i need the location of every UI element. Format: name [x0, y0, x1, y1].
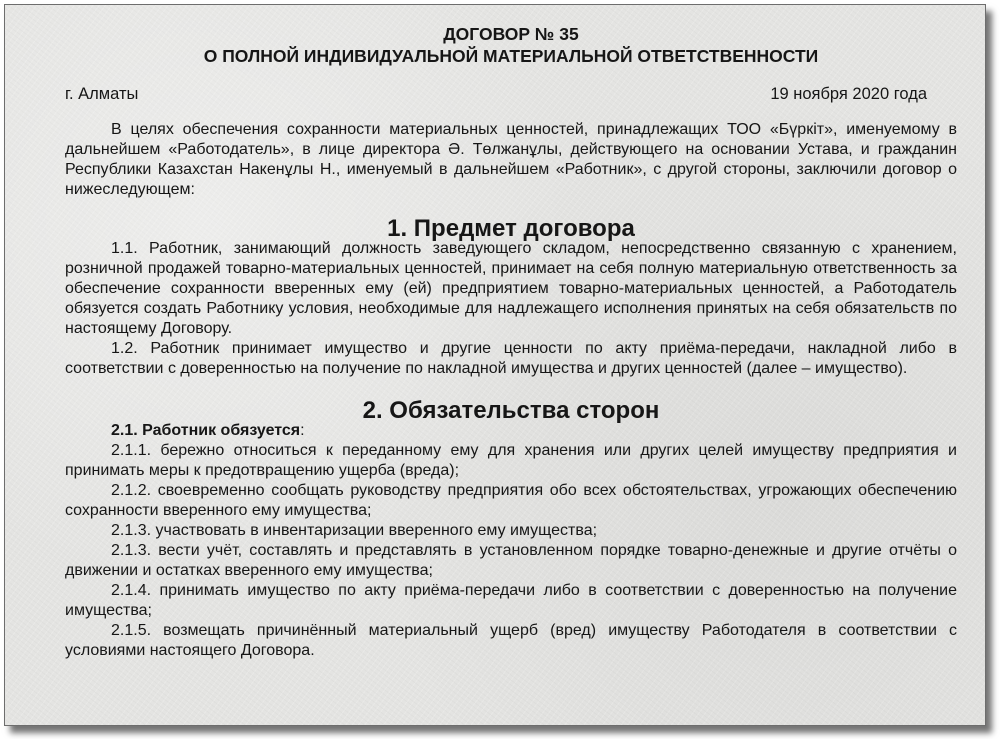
clause-2-1-heading: [65, 421, 957, 441]
document-title-line2: О ПОЛНОЙ ИНДИВИДУАЛЬНОЙ МАТЕРИАЛЬНОЙ ОТВЕТСТВЕННОСТИ: [203, 46, 819, 66]
clause-2-1-colon: :: [300, 422, 305, 439]
clause-2-1-3a: 2.1.3. участвовать в инвентаризации вверенного ему имущества;: [111, 522, 598, 539]
section-2-title: 2. Обязательства сторон: [362, 397, 660, 424]
clause-2-1-2: 2.1.2. своевременно сообщать руководству предприятия обо всех обстоятельствах, угрожающих обеспечению сохранности вверенного ему имущества;: [65, 482, 957, 519]
document-page: [4, 4, 986, 726]
document-date: 19 ноября 2020 года: [770, 85, 927, 103]
section-1-title: 1. Предмет договора: [387, 215, 635, 242]
clause-2-1-title: 2.1. Работник обязуется: [111, 422, 301, 439]
intro-paragraph: В целях обеспечения сохранности материальных ценностей, принадлежащих ТОО «Бүркіт», именуемому в дальнейшем «Работодатель», в лице директора Ә. Төлжанұлы, действующего на основании Устава, и гражданин Республики Казахстан Накенұлы Н., именуемый в дальнейшем «Работник», с другой стороны, заключили договор о нижеследующем:: [65, 121, 957, 198]
clause-1-1: 1.1. Работник, занимающий должность заведующего складом, непосредственно связанную с хранением, розничной продажей товарно-материальных ценностей, принимает на себя полную материальную ответственность за обеспечение сохранности вверенных ему (ей) предприятием товарно-материальных ценностей, а Работодатель обязуется создать Работнику условия, необходимые для надлежащего исполнения принятых на себя обязательств по настоящему Договору.: [65, 240, 957, 337]
clause-2-1-4: 2.1.4. принимать имущество по акту приёма-передачи либо в соответствии с доверенностью на получение имущества;: [65, 582, 957, 619]
document-body: [65, 23, 957, 661]
clause-2-1-3b: 2.1.3. вести учёт, составлять и представлять в установленном порядке товарно-денежные и другие отчёты о движении и остатках вверенного ему имущества;: [65, 542, 957, 579]
clause-1-2: 1.2. Работник принимает имущество и другие ценности по акту приёма-передачи, накладной либо в соответствии с доверенностью на получение по накладной имущества и других ценностей (далее – имущество).: [65, 340, 957, 377]
document-title-line1: ДОГОВОР № 35: [443, 24, 579, 44]
clause-2-1-5: 2.1.5. возмещать причинённый материальный ущерб (вред) имуществу Работодателя в соответствии с условиями настоящего Договора.: [65, 622, 957, 659]
clause-2-1-1: 2.1.1. бережно относиться к переданному ему для хранения или других целей имуществу предприятия и принимать меры к предотвращению ущерба (вреда);: [65, 442, 957, 479]
place-date-line: [65, 83, 957, 105]
document-city: г. Алматы: [65, 85, 139, 103]
